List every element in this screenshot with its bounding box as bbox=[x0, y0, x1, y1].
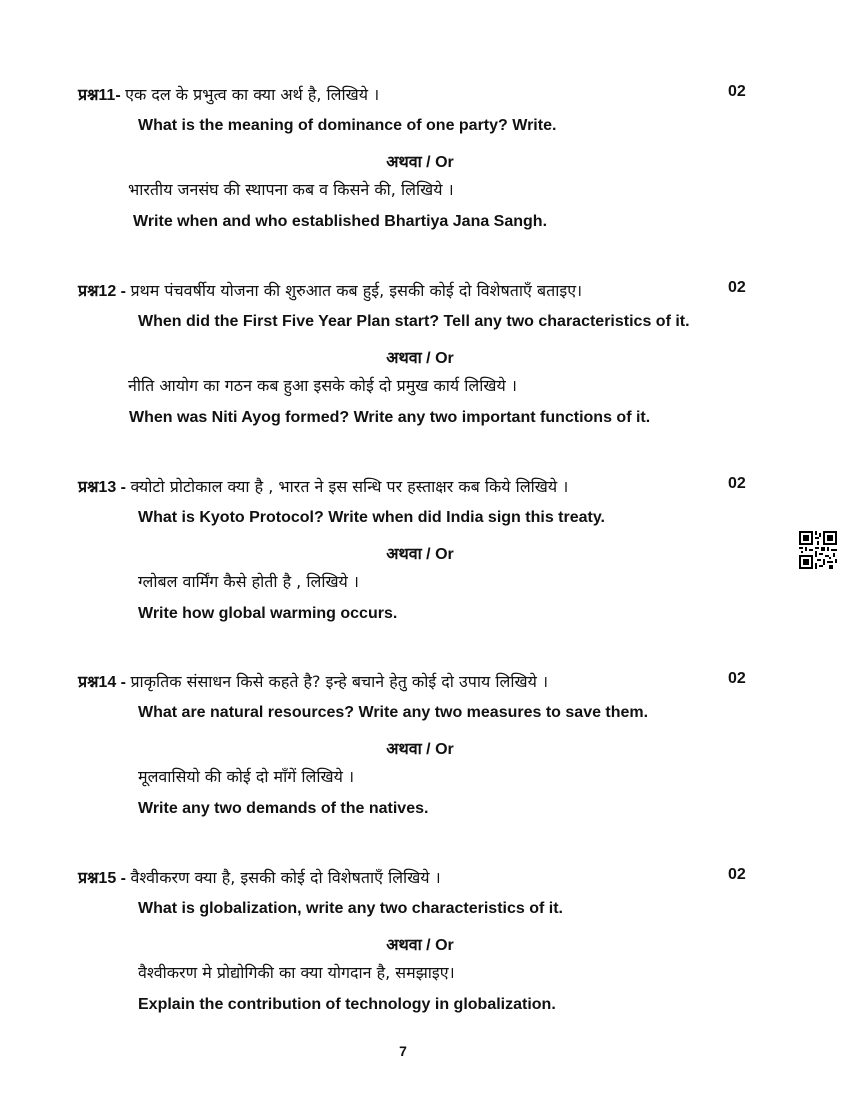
alternate-question-english: Write any two demands of the natives. bbox=[138, 800, 429, 817]
question-block bbox=[0, 670, 850, 850]
or-divider: अथवा / Or bbox=[386, 937, 454, 954]
question-text-english: What is the meaning of dominance of one party? Write. bbox=[138, 117, 557, 134]
question-text-english: When did the First Five Year Plan start? Tell any two characteristics of it. bbox=[138, 313, 690, 330]
or-divider: अथवा / Or bbox=[386, 741, 454, 758]
alternate-question-english: When was Niti Ayog formed? Write any two important functions of it. bbox=[129, 409, 651, 426]
question-text-english: What is globalization, write any two characteristics of it. bbox=[138, 900, 563, 917]
question-number-line bbox=[78, 279, 582, 301]
alternate-question-english: Write how global warming occurs. bbox=[138, 605, 398, 622]
question-number: प्रश्न14 - bbox=[78, 674, 126, 691]
or-divider: अथवा / Or bbox=[386, 154, 454, 171]
question-block bbox=[0, 866, 850, 1046]
question-text-hindi: एक दल के प्रभुत्व का क्या अर्थ है, लिखिये । bbox=[125, 85, 380, 104]
question-marks: 02 bbox=[728, 83, 746, 100]
question-text-hindi: प्रथम पंचवर्षीय योजना की शुरुआत कब हुई, इसकी कोई दो विशेषताएँ बताइए। bbox=[130, 281, 583, 300]
alternate-question-hindi: नीति आयोग का गठन कब हुआ इसके कोई दो प्रमुख कार्य लिखिये । bbox=[128, 376, 517, 395]
alternate-question-hindi: ग्लोबल वार्मिंग कैसे होती है , लिखिये । bbox=[138, 572, 359, 591]
question-text-english: What are natural resources? Write any two measures to save them. bbox=[138, 704, 649, 721]
question-text-english: What is Kyoto Protocol? Write when did India sign this treaty. bbox=[138, 509, 605, 526]
question-marks: 02 bbox=[728, 475, 746, 492]
or-divider: अथवा / Or bbox=[386, 546, 454, 563]
page-number: 7 bbox=[399, 1043, 407, 1059]
alternate-question-hindi: वैश्वीकरण मे प्रोद्योगिकी का क्या योगदान है, समझाइए। bbox=[138, 963, 455, 982]
question-text-hindi: वैश्वीकरण क्या है, इसकी कोई दो विशेषताएँ लिखिये । bbox=[130, 868, 441, 887]
question-marks: 02 bbox=[728, 279, 746, 296]
question-block bbox=[0, 475, 850, 655]
question-text-hindi: क्योटो प्रोटोकाल क्या है , भारत ने इस सन्धि पर हस्ताक्षर कब किये लिखिये । bbox=[130, 477, 569, 496]
question-number: प्रश्न13 - bbox=[78, 479, 126, 496]
alternate-question-english: Write when and who established Bhartiya Jana Sangh. bbox=[133, 213, 548, 230]
qr-code-icon bbox=[799, 531, 837, 569]
alternate-question-hindi: भारतीय जनसंघ की स्थापना कब व किसने की, लिखिये । bbox=[128, 180, 454, 199]
question-text-hindi: प्राकृतिक संसाधन किसे कहते है? इन्हे बचाने हेतु कोई दो उपाय लिखिये । bbox=[130, 672, 549, 691]
alternate-question-english: Explain the contribution of technology in globalization. bbox=[138, 996, 556, 1013]
or-divider: अथवा / Or bbox=[386, 350, 454, 367]
question-block bbox=[0, 83, 850, 263]
question-number-line bbox=[78, 866, 441, 888]
question-marks: 02 bbox=[728, 866, 746, 883]
question-number-line bbox=[78, 83, 379, 105]
question-number: प्रश्न11- bbox=[78, 87, 121, 104]
question-number: प्रश्न12 - bbox=[78, 283, 126, 300]
alternate-question-hindi: मूलवासियो की कोई दो माँगें लिखिये । bbox=[138, 767, 355, 786]
question-marks: 02 bbox=[728, 670, 746, 687]
question-number: प्रश्न15 - bbox=[78, 870, 126, 887]
question-number-line bbox=[78, 475, 568, 497]
question-block bbox=[0, 279, 850, 459]
question-number-line bbox=[78, 670, 548, 692]
